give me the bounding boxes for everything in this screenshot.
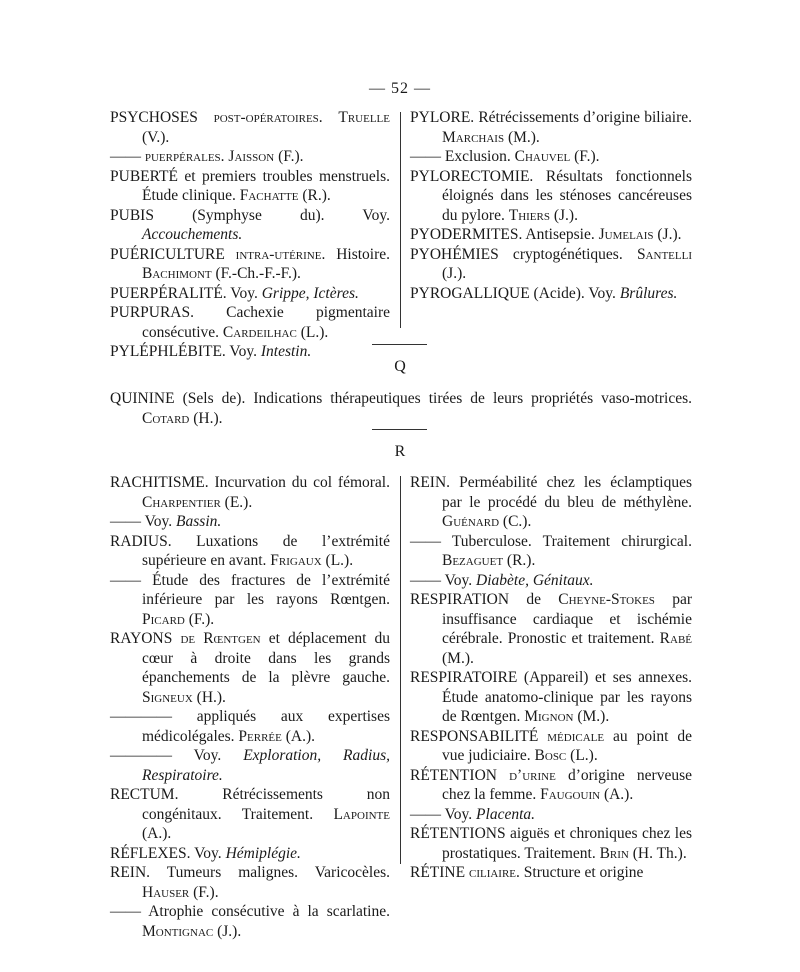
index-entry (410, 225, 692, 245)
section-letter-r: R (394, 443, 406, 460)
index-entry (110, 473, 390, 512)
author-name: Brin (599, 844, 629, 862)
author-name: Faugouin (540, 786, 601, 803)
entry-text: (R.). (298, 187, 331, 204)
author-name: Rabé (659, 630, 692, 647)
entry-text: ———— Voy. (110, 747, 244, 764)
entry-text: PUERPÉRALITÉ. Voy. (110, 284, 262, 302)
index-entry (410, 167, 692, 226)
entry-text: d’origine nerveuse chez la femme. (442, 766, 692, 803)
section-divider-r (372, 429, 427, 430)
index-entry (410, 245, 692, 284)
index-entry (110, 245, 390, 284)
entry-text: RÉTINE (410, 864, 469, 881)
author-name: Guénard (442, 513, 500, 530)
r-section-left-column (110, 473, 390, 941)
author-name: médicale (547, 727, 605, 745)
entry-text: (M.). (442, 649, 474, 667)
entry-text: (F.). (274, 148, 304, 165)
entry-text: —— (110, 148, 145, 165)
entry-text: (J.). (442, 265, 467, 282)
entry-text: (A.). (281, 727, 316, 745)
p-section-column-divider (400, 112, 401, 328)
section-letter-q: Q (394, 358, 406, 375)
author-name: Charpentier (142, 493, 221, 511)
entry-text: PYODERMITES. Antisepsie. (410, 226, 599, 243)
index-entry (110, 389, 692, 428)
cross-reference: Diabète, Génitaux. (476, 571, 594, 589)
author-name: ciliaire. (468, 864, 520, 881)
entry-text: PURPURAS. Cachexie pigmentaire consécutive. (110, 304, 390, 341)
entry-text: au point de vue judiciaire. (442, 727, 692, 764)
author-name: Cheyne-Stokes (558, 591, 655, 608)
index-entry (110, 571, 390, 630)
author-name: Mignon (524, 708, 574, 725)
entry-text: (A.). (142, 825, 172, 842)
entry-text: PYLORECTOMIE. Résultats fonctionnels éloignés dans les sténoses cancéreuses du pylore. (410, 167, 692, 224)
author-name: Hauser (142, 883, 190, 901)
author-name: intra-utérine. (235, 245, 326, 263)
index-entry (410, 571, 692, 591)
index-entry (110, 863, 390, 902)
entry-text: (A.). (600, 786, 634, 803)
index-entry (110, 303, 390, 342)
index-entry (410, 284, 692, 304)
author-name: d’urine (509, 766, 556, 784)
entry-text: (L.). (321, 552, 354, 569)
index-entry (110, 844, 390, 864)
entry-text: PUÉRICULTURE (110, 245, 236, 263)
author-name: Bachimont (142, 265, 212, 282)
index-entry (110, 785, 390, 844)
index-entry (410, 590, 692, 668)
index-entry (410, 147, 692, 167)
index-entry (110, 707, 390, 746)
entry-text: PYROGALLIQUE (Acide). Voy. (410, 284, 620, 302)
index-entry (410, 727, 692, 766)
index-entry (110, 902, 390, 941)
index-entry (410, 863, 692, 883)
entry-text: RAYONS (110, 630, 181, 647)
entry-text: et déplacement du cœur à droite dans les grands épanchements de la plèvre gauche. (142, 630, 390, 686)
entry-text: (L.). (296, 323, 329, 341)
index-entry (110, 147, 390, 167)
entry-text: (L.). (566, 747, 598, 764)
entry-text: (J.). (549, 206, 578, 224)
entry-text: (J.). (653, 226, 682, 243)
author-name: Thiers (508, 206, 550, 224)
entry-text: Structure et origine (519, 864, 644, 881)
index-entry (410, 108, 692, 147)
cross-reference: Exploration, Radius, Respiratoire. (142, 747, 390, 784)
author-name: Montignac (142, 922, 214, 940)
author-name: Marchais (442, 128, 505, 146)
author-name: puerpérales. Jaisson (144, 148, 275, 165)
author-name: Bosc (534, 747, 567, 764)
entry-text: RACHITISME. Incurvation du col fémoral. (110, 474, 390, 491)
p-section-left-column (110, 108, 390, 362)
author-name: Signeux (142, 688, 193, 706)
p-section-right-column (410, 108, 692, 303)
entry-text: PYLORE. Rétrécissements d’origine biliaire. (410, 109, 692, 126)
entry-text: —— Étude des fractures de l’extrémité inférieure par les rayons Rœntgen. (110, 571, 390, 608)
entry-text: PUBIS (Symphyse du). Voy. (110, 206, 390, 224)
author-name: Lapointe (333, 805, 390, 823)
index-entry (110, 532, 390, 571)
entry-text: RADIUS. Luxations de l’extrémité supérieure en avant. (110, 532, 390, 569)
cross-reference: Bassin. (176, 513, 222, 530)
index-entry (410, 766, 692, 805)
entry-text: REIN. Tumeurs malignes. Varicocèles. (110, 864, 390, 881)
index-entry (110, 167, 390, 206)
index-entry (410, 532, 692, 571)
author-name: Picard (142, 610, 185, 628)
author-name: Truelle (338, 109, 391, 126)
entry-text: (H.). (192, 688, 226, 706)
r-section-column-divider (400, 476, 401, 864)
index-entry (110, 629, 390, 707)
entry-text: par insuffisance cardiaque et ischémie cérébrale. Pronostic et traitement. (442, 591, 692, 647)
page-number: — 52 — (369, 80, 431, 97)
author-name: Frigaux (270, 552, 322, 569)
author-name: Santelli (636, 245, 692, 263)
entry-text: (F.). (570, 148, 600, 165)
entry-text: —— Exclusion. (410, 148, 515, 165)
author-name: Fachatte (239, 187, 299, 204)
entry-text: (M.). (504, 128, 540, 146)
entry-text: (C.). (499, 513, 532, 530)
index-entry (110, 512, 390, 532)
entry-text: (M.). (573, 708, 610, 725)
entry-text: QUININE (Sels de). Indications thérapeutiques tirées de leurs propriétés vaso-motrices. (110, 390, 692, 407)
author-name: Perrée (238, 727, 282, 745)
entry-text: PSYCHOSES (110, 109, 214, 126)
entry-text: RESPONSABILITÉ (410, 727, 548, 745)
author-name: de Rœntgen (180, 630, 261, 647)
section-divider-q (372, 344, 427, 345)
entry-text: (H.). (189, 409, 223, 427)
cross-reference: Grippe, Ictères. (261, 284, 359, 302)
author-name: post-opératoires. (213, 109, 323, 126)
cross-reference: Brûlures. (619, 284, 678, 302)
entry-text: RÉFLEXES. Voy. (110, 844, 226, 862)
author-name: Cotard (142, 409, 190, 427)
entry-text: —— Tuberculose. Traitement chirurgical. (410, 532, 692, 550)
entry-text: ———— appliqués aux expertises médicolégales. (110, 708, 390, 745)
entry-text: —— Atrophie consécutive à la scarlatine. (110, 903, 390, 920)
author-name: Chauvel (514, 148, 571, 165)
author-name: Cardeilhac (222, 323, 297, 341)
entry-text: RESPIRATOIRE (Appareil) et ses annexes. Étude anatomo-clinique par les rayons de Rœntgen. (410, 669, 692, 725)
index-entry (110, 206, 390, 245)
entry-text: (F.). (184, 610, 215, 628)
index-entry (110, 108, 390, 147)
author-name: Jumelais (598, 226, 654, 243)
entry-text: (F.). (189, 883, 219, 901)
entry-text: REIN. Perméabilité chez les éclamptiques par le procédé du bleu de méthylène. (410, 474, 692, 511)
q-section-entries (110, 389, 692, 428)
r-section-right-column (410, 473, 692, 883)
entry-text: PYLÉPHLÉBITE. Voy. (110, 343, 261, 360)
entry-text: (J.). (213, 922, 242, 940)
index-entry (410, 805, 692, 825)
entry-text: PYOHÉMIES cryptogénétiques. (410, 245, 637, 263)
cross-reference: Intestin. (260, 343, 312, 360)
entry-text: RÉTENTIONS aiguës et chroniques chez les prostatiques. Traitement. (410, 825, 692, 862)
entry-text (323, 109, 339, 126)
cross-reference: Placenta. (476, 805, 536, 823)
index-entry (110, 284, 390, 304)
index-entry (410, 824, 692, 863)
index-entry (410, 668, 692, 727)
entry-text: (V.). (142, 128, 170, 146)
cross-reference: Accouchements. (142, 226, 243, 243)
entry-text: (E.). (220, 493, 253, 511)
entry-text: Histoire. (325, 245, 390, 263)
index-entry (110, 746, 390, 785)
entry-text: PUBERTÉ et premiers troubles menstruels. Étude clinique. (110, 167, 390, 204)
author-name: Bezaguet (442, 552, 504, 569)
entry-text: (F.-Ch.-F.-F.). (211, 265, 301, 282)
entry-text: —— Voy. (110, 513, 177, 530)
entry-text: RESPIRATION de (410, 591, 559, 608)
entry-text: —— Voy. (410, 571, 477, 589)
entry-text: (H. Th.). (628, 844, 687, 862)
entry-text: RECTUM. Rétrécissements non congénitaux. Traitement. (110, 786, 390, 823)
cross-reference: Hémiplégie. (225, 844, 301, 862)
entry-text: RÉTENTION (410, 766, 510, 784)
entry-text: —— Voy. (410, 805, 477, 823)
index-entry (410, 473, 692, 532)
entry-text: (R.). (503, 552, 536, 569)
